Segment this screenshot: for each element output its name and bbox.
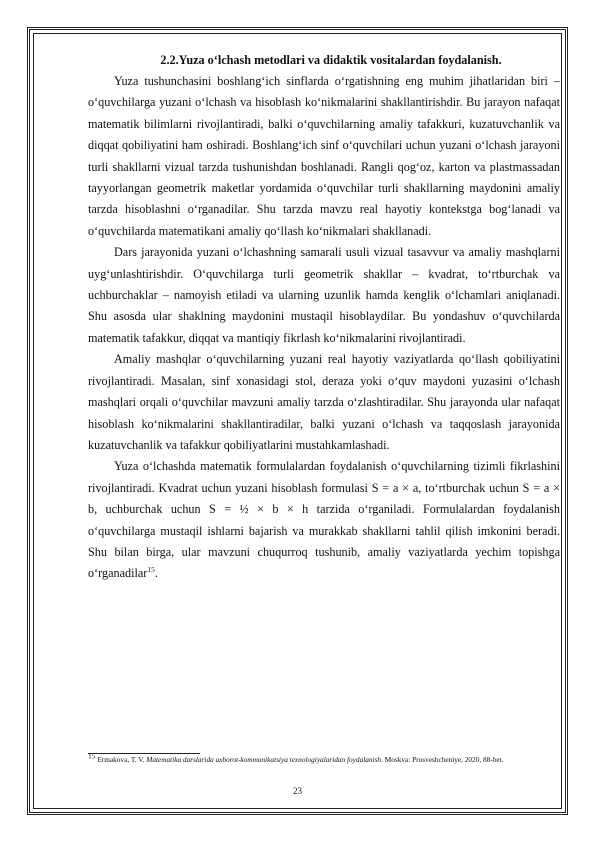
page-number: 23	[293, 786, 302, 796]
paragraph-2: Dars jarayonida yuzani o‘lchashning samarali usuli vizual tasavvur va amaliy mashqlarni uyg‘unlashtirishdir. O‘quvchilarga turli geometrik shakllar – kvadrat, to‘rtburchak va uchburchaklar – namoyish etiladi va ularning uzunlik hamda kenglik o‘lchamlari aniqlanadi. Shu asosda ular shaklning maydonini mustaqil hisoblaydilar. Bu yondashuv o‘quvchilarda matematik tafakkur, diqqat va mantiqiy fikrlash ko‘nikmalarini rivojlantiradi.	[88, 245, 560, 345]
footnote-author: Ermakova, T. V.	[97, 755, 145, 764]
section-title: 2.2.Yuza o‘lchash metodlari va didaktik vositalardan foydalanish.	[160, 53, 502, 67]
paragraph-1: Yuza tushunchasini boshlang‘ich sinflarda o‘rgatishning eng muhim jihatlaridan biri – o‘quvchilarga yuzani o‘lchash va hisoblash ko‘nikmalarini shakllantirishdir. Bu jarayon nafaqat matematik bilimlarni rivojlantiradi, balki o‘quvchilarning amaliy tafakkuri, kuzatuvchanlik va diqqat qobiliyatini ham oshiradi. Boshlang‘ich sinf o‘quvchilari uchun yuzani o‘lchash jarayoni turli shakllarni vizual tarzda tushunishdan boshlanadi. Rangli qog‘oz, karton va plastmassadan tayyorlangan geometrik maketlar yordamida o‘quvchilar turli shakllarning maydonini amaliy tarzda hisoblashni o‘rganadilar. Shu tarzda mavzu real hayotiy kontekstga bog‘lanadi va o‘quvchilarda matematikani amaliy qo‘llash ko‘nikmalari shakllanadi.	[88, 74, 560, 238]
paragraph-4-text: Yuza o‘lchashda matematik formulalardan foydalanish o‘quvchilarning tizimli fikrlashini rivojlantiradi. Kvadrat uchun yuzani hisoblash formulasi S = a × a, to‘rtburchak uchun S = a × b, uchburchak uchun S = ½ × b × h tarzida o‘rganiladi. Formulalardan foydalanish o‘quvchilarga mustaqil ishlarni bajarish va murakkab shakllarni tahlil qilish imkonini beradi. Shu bilan birga, ular mavzuni chuqurroq tushunib, amaliy vaziyatlarda yechim topishga o‘rganadilar	[88, 459, 560, 581]
paragraph-3: Amaliy mashqlar o‘quvchilarning yuzani real hayotiy vaziyatlarda qo‘llash qobiliyatini rivojlantiradi. Masalan, sinf xonasidagi stol, deraza yoki o‘quv maydoni yuzasini o‘lchash mashqlari orqali o‘quvchilar mavzuni amaliy tarzda o‘zlashtiradilar. Shu jarayonda ular nafaqat hisoblash ko‘nikmalarini shakllantiradilar, balki yuzani o‘lchash va taqqoslash jarayonida kuzatuvchanlik va tafakkur qobiliyatlarini mustahkamlashadi.	[88, 352, 560, 452]
main-content	[88, 52, 560, 585]
footnote-divider	[88, 753, 200, 754]
footnote-reference: 15	[147, 565, 155, 575]
footnote-publisher: Moskva: Prosveshcheniye, 2020, 88-bet.	[384, 755, 504, 764]
footnote-source-title: Matematika darslarida axborot-kommunikatsiya texnologiyalaridan foydalanish.	[146, 755, 383, 764]
paragraph-4: Yuza o‘lchashda matematik formulalardan foydalanish o‘quvchilarning tizimli fikrlashini rivojlantiradi. Kvadrat uchun yuzani hisoblash formulasi S = a × a, to‘rtburchak uchun S = a × b, uchburchak uchun S = ½ × b × h tarzida o‘rganiladi. Formulalardan foydalanish o‘quvchilarga mustaqil ishlarni bajarish va murakkab shakllarni tahlil qilish imkonini beradi. Shu bilan birga, ular mavzuni chuqurroq tushunib, amaliy vaziyatlarda yechim topishga o‘rganadilar$^{15}$.	[88, 459, 560, 581]
footnote-number: 15	[88, 751, 96, 761]
footnote	[88, 751, 558, 766]
